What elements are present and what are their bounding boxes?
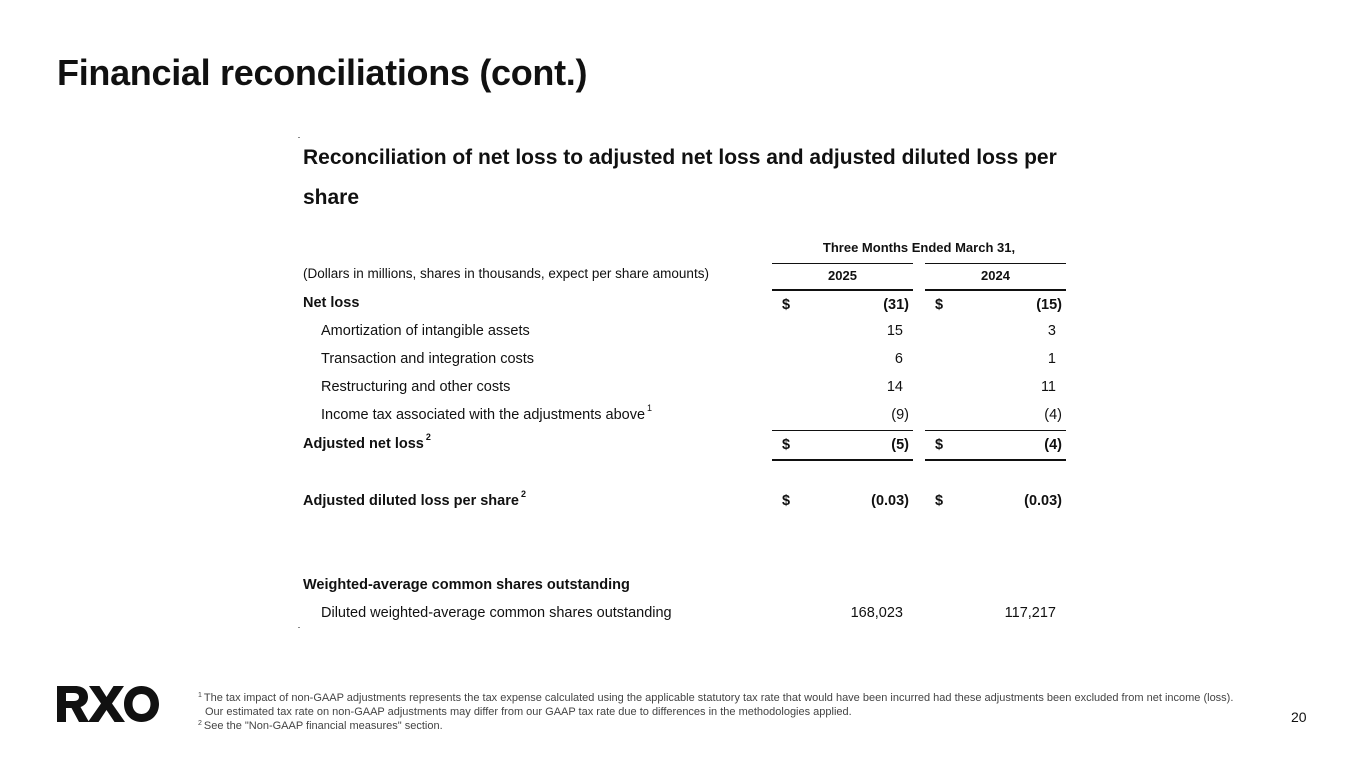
units-label: (Dollars in millions, shares in thousands, expect per share amounts) [303, 266, 709, 281]
value-2025: 6 [894, 351, 903, 367]
period-header: Three Months Ended March 31, [822, 240, 1016, 255]
cell-2025 [772, 317, 913, 345]
row-label [303, 487, 526, 515]
row-label [321, 401, 652, 429]
value-2024: 3 [1047, 323, 1056, 339]
footnotes [198, 691, 1238, 733]
year-header-2025: 2025 [772, 263, 913, 290]
value-2025: (31) [883, 297, 909, 313]
table-row-diluted-shares [303, 599, 1073, 627]
table-row-amortization [303, 317, 1073, 345]
dollar-sign: $ [935, 297, 944, 313]
value-2024: 1 [1047, 351, 1056, 367]
cell-2025 [772, 401, 913, 429]
cell-2025 [772, 289, 913, 317]
cell-2024 [925, 599, 1066, 627]
footnote-ref: 2 [520, 489, 526, 499]
row-label-text: Adjusted net loss [303, 436, 424, 452]
value-2024: 117,217 [1004, 605, 1056, 621]
table-corner-mark [298, 137, 300, 138]
row-label: Amortization of intangible assets [321, 323, 530, 339]
footnote-1 [198, 691, 1238, 719]
value-2025: (5) [891, 437, 909, 453]
cell-2024 [925, 430, 1066, 461]
cell-2025 [772, 487, 913, 515]
dollar-sign: $ [782, 437, 791, 453]
footnote-mark: 2 [198, 720, 202, 727]
cell-2024 [925, 401, 1066, 429]
table-row-weighted-average-heading [303, 571, 1073, 599]
footnote-text: The tax impact of non-GAAP adjustments represents the tax expense calculated using the applicable statutory tax rate that would have been incurred had these adjustments been excluded from net income (loss). Our estimated tax rate on non-GAAP adjustments may differ from our GAAP tax rate due to differences in the methodologies applied. [203, 692, 1234, 718]
dollar-sign: $ [782, 493, 791, 509]
cell-2025 [772, 345, 913, 373]
value-2025: 15 [886, 323, 903, 339]
row-label [303, 430, 431, 458]
dollar-sign: $ [935, 493, 944, 509]
dollar-sign: $ [935, 437, 944, 453]
table-row-adjusted-diluted-eps [303, 487, 1073, 515]
cell-2025 [772, 373, 913, 401]
footnote-mark: 1 [198, 692, 202, 699]
value-2025: (9) [891, 407, 909, 423]
footnote-ref: 1 [647, 403, 653, 413]
value-2024: (4) [1044, 407, 1062, 423]
row-label: Diluted weighted-average common shares outstanding [321, 605, 672, 621]
rxo-logo-mark [57, 686, 159, 722]
rxo-logo [57, 686, 159, 727]
value-2024: (15) [1036, 297, 1062, 313]
table-corner-mark [298, 627, 300, 628]
footnote-text: See the "Non-GAAP financial measures" section. [203, 720, 443, 732]
cell-2024 [925, 289, 1066, 317]
table-row-adjusted-net-loss [303, 430, 1073, 461]
dollar-sign: $ [782, 297, 791, 313]
cell-2024 [925, 345, 1066, 373]
row-label: Net loss [303, 295, 360, 311]
table-title: Reconciliation of net loss to adjusted net loss and adjusted diluted loss per share [303, 146, 1057, 209]
year-header-2024: 2024 [925, 263, 1066, 290]
table-row-income-tax [303, 401, 1073, 429]
footnote-2 [198, 719, 1238, 733]
value-2025: 168,023 [850, 605, 903, 621]
cell-2024 [925, 317, 1066, 345]
row-label-text: Income tax associated with the adjustments above [321, 407, 646, 423]
row-label: Transaction and integration costs [321, 351, 535, 367]
table-row-net-loss [303, 289, 1073, 317]
table-row-transaction-costs [303, 345, 1073, 373]
value-2024: (4) [1044, 437, 1062, 453]
footnote-ref: 2 [425, 432, 431, 442]
value-2025: (0.03) [871, 493, 909, 509]
value-2025: 14 [886, 379, 903, 395]
value-2024: 11 [1040, 379, 1056, 395]
slide-title: Financial reconciliations (cont.) [57, 52, 588, 93]
value-2024: (0.03) [1024, 493, 1062, 509]
cell-2024 [925, 487, 1066, 515]
table-row-restructuring [303, 373, 1073, 401]
row-label-text: Adjusted diluted loss per share [303, 493, 519, 509]
row-label: Restructuring and other costs [321, 379, 511, 395]
cell-2025 [772, 430, 913, 461]
cell-2025 [772, 599, 913, 627]
cell-2024 [925, 373, 1066, 401]
page-number: 20 [1291, 709, 1307, 725]
row-label: Weighted-average common shares outstanding [303, 577, 630, 593]
